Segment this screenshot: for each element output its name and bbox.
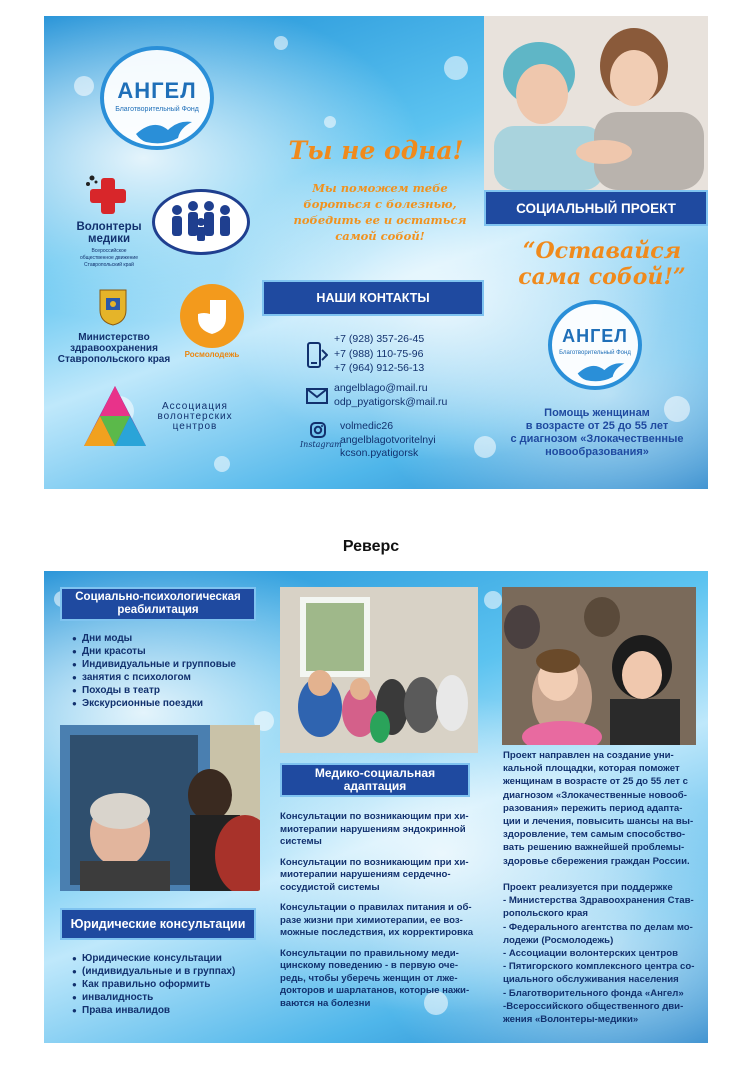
logo-subtitle: Благотворительный Фонд: [559, 350, 631, 356]
support-line: - Ассоциации волонтерских центров: [503, 948, 678, 960]
instagram-handle[interactable]: angelblagotvoritelnyi: [340, 434, 436, 446]
logo-name: АНГЕЛ: [562, 326, 628, 346]
triangle-mosaic-icon: [82, 384, 148, 448]
subtext-line: Мы поможем тебе: [312, 181, 448, 195]
group-meeting-illustration: [280, 587, 478, 753]
list-item: ● Дни моды: [72, 632, 262, 645]
support-line: лодежи (Росмолодежь): [503, 934, 614, 946]
legal-list: [72, 952, 262, 1017]
list-item: ● Походы в театр: [72, 684, 262, 697]
volunteers-sub-3: Ставропольский край: [84, 262, 134, 268]
dove-icon: [576, 358, 626, 384]
support-line: циального обслуживания населения: [503, 974, 679, 986]
list-item-continued: ● занятия с психологом: [72, 671, 262, 684]
support-line: - Пятигорского комплексного центра со-: [503, 961, 695, 973]
support-line: ропольского края: [503, 908, 588, 920]
list-item: ● Экскурсионные поездки: [72, 697, 262, 710]
medical-line: можные последствия, их корректировка: [280, 927, 474, 938]
medical-line: докторов и шарлатанов, которые нажи-: [280, 985, 470, 996]
medical-item: [280, 857, 480, 895]
phone-number[interactable]: +7 (964) 912-56-13: [334, 362, 425, 374]
medical-title-line: адаптация: [343, 779, 407, 793]
phone-number[interactable]: +7 (988) 110-75-96: [334, 348, 424, 360]
coat-of-arms-icon: [98, 288, 128, 326]
medical-line: миотерапии нарушениям эндокринной: [280, 823, 466, 835]
association-label: [140, 402, 250, 432]
support-subtext: [284, 180, 476, 244]
community-logo: [152, 189, 250, 255]
bokeh-light: [484, 591, 502, 609]
support-list: [503, 881, 699, 1026]
list-item: ● Дни красоты: [72, 645, 262, 658]
medical-line: системы: [280, 836, 322, 847]
help-line: Помощь женщинам: [544, 407, 650, 419]
bokeh-light: [74, 76, 94, 96]
subtext-line: самой собой!: [335, 229, 425, 243]
shield-icon: [180, 284, 244, 348]
medical-line: миотерапии нарушениям сердечно-: [280, 869, 451, 880]
project-line: кальной площадки, которая поможет: [503, 763, 680, 775]
medical-item: [280, 902, 480, 940]
phone-number[interactable]: +7 (928) 357-26-45: [334, 333, 425, 345]
association-line-3: центров: [172, 421, 218, 432]
volunteers-sub-1: Всероссийское: [91, 248, 127, 254]
medical-item: [280, 948, 480, 1011]
women-group-illustration: [502, 587, 696, 745]
subtext-line: бороться с болезнью,: [303, 197, 457, 211]
help-text: [492, 407, 702, 459]
support-line: жения «Волонтеры-медики»: [503, 1014, 639, 1026]
support-line: - Благотворительного фонда «Ангел»: [503, 987, 684, 999]
brochure-back: [44, 571, 708, 1043]
rehab-banner: [60, 587, 256, 621]
women-illustration: [484, 16, 708, 190]
project-line: здоровье сбережения граждан России.: [503, 855, 690, 867]
instagram-icon: [310, 422, 326, 438]
logo-subtitle: Благотворительный Фонд: [115, 106, 199, 113]
people-group-icon: [155, 192, 247, 252]
help-line: в возрасте от 25 до 55 лет: [525, 420, 669, 432]
medical-line: сосудистой системы: [280, 881, 380, 893]
volunteers-subtitle: [64, 248, 154, 269]
list-item: ● Юридические консультации: [72, 952, 262, 965]
project-line: Проект направлен на создание уни-: [503, 750, 674, 761]
ministry-line-2: здравоохранения: [70, 343, 158, 354]
social-project-banner: СОЦИАЛЬНЫЙ ПРОЕКТ: [484, 190, 708, 226]
project-line: диагнозом «Злокачественные новооб-: [503, 789, 687, 801]
project-line: здоровление, тем самым способство-: [503, 829, 686, 841]
email-address[interactable]: odp_pyatigorsk@mail.ru: [334, 396, 448, 408]
angel-fund-logo: [100, 46, 214, 150]
rosmolodezh-logo: [180, 284, 244, 348]
volunteers-name: Волонтеры медики: [76, 221, 142, 245]
subtext-line: победить ее и остаться: [293, 213, 467, 227]
list-item: ● Индивидуальные и групповые: [72, 658, 262, 671]
help-line: новообразования»: [545, 446, 649, 458]
bokeh-light: [444, 56, 468, 80]
reverse-heading: Реверс: [342, 538, 400, 555]
slogan-line: сама собой!”: [518, 264, 686, 290]
ministry-line-1: Министерство: [78, 332, 150, 343]
project-line: ции и лечения, повысить шансы на вы-: [503, 816, 694, 828]
instagram-handle[interactable]: kcson.pyatigorsk: [340, 447, 419, 459]
hairdresser-illustration: [60, 725, 260, 891]
list-item: ● Как правильно оформить: [72, 978, 262, 991]
slogan-line: “Оставайся: [522, 238, 682, 264]
association-line-2: волонтерских: [157, 411, 233, 422]
hairdresser-photo: [60, 725, 260, 891]
medical-line: цинскому поведению - в первую оче-: [280, 960, 459, 971]
brochure-front: [44, 16, 708, 489]
bokeh-light: [324, 116, 336, 128]
medical-title-line: Медико-социальная: [314, 766, 436, 780]
angel-fund-logo-small: [548, 300, 642, 390]
medical-line: редь, чтобы уберечь женщин от лже-: [280, 972, 458, 984]
contacts-banner: НАШИ КОНТАКТЫ: [262, 280, 484, 316]
medical-list: [280, 811, 480, 1010]
help-line: с диагнозом «Злокачественные: [510, 433, 684, 445]
ministry-label: [54, 332, 174, 365]
support-line: Проект реализуется при поддержке: [503, 882, 673, 893]
mail-icon: [306, 388, 328, 404]
red-cross-icon: [84, 174, 132, 218]
list-item-continued: ● (индивидуальные и в группах): [72, 965, 262, 978]
project-line: вать решению важнейшей проблемы-: [503, 842, 685, 854]
women-group-photo: [502, 587, 696, 745]
medical-line: ваются на болезни: [280, 997, 371, 1009]
bokeh-light: [214, 456, 230, 472]
medical-item: [280, 811, 480, 849]
instagram-handle[interactable]: volmedic26: [340, 420, 394, 432]
medical-line: разе жизни при химиотерапии, ее воз-: [280, 914, 463, 926]
instagram-label: Instagram: [300, 440, 342, 449]
headline: Ты не одна!: [288, 136, 464, 165]
slogan: [502, 238, 702, 290]
group-meeting-photo: [280, 587, 478, 753]
rosmolodezh-label: Росмолодежь: [184, 350, 240, 359]
medical-line: Консультации по возникающим при хи-: [280, 811, 469, 822]
phone-icon: [306, 342, 328, 368]
rehab-title-line: Социально-психологическая: [75, 591, 241, 603]
project-description: [503, 749, 699, 868]
rehab-title-line: реабилитация: [117, 604, 199, 616]
bokeh-light: [274, 36, 288, 50]
support-line: - Министерства Здравоохранения Став-: [503, 895, 694, 907]
support-line: - Федерального агентства по делам мо-: [503, 921, 693, 933]
list-item: ● Права инвалидов: [72, 1004, 262, 1017]
association-line-1: Ассоциация: [162, 401, 228, 412]
medical-line: Консультации по правильному меди-: [280, 947, 459, 959]
support-line: -Всероссийского общественного дви-: [503, 1000, 684, 1012]
medical-line: Консультации по возникающим при хи-: [280, 856, 469, 868]
project-line: женщинам в возрасте от 25 до 55 лет с: [503, 776, 688, 788]
medical-line: Консультации о правилах питания и об-: [280, 902, 472, 913]
medical-banner: [280, 763, 470, 797]
list-item-continued: ● инвалидность: [72, 991, 262, 1004]
email-address[interactable]: angelblago@mail.ru: [334, 382, 428, 394]
logo-name: АНГЕЛ: [117, 78, 197, 103]
volunteers-sub-2: общественное движение: [80, 255, 138, 261]
rehab-list: [72, 632, 262, 710]
dove-icon: [134, 116, 194, 146]
ministry-line-3: Ставропольского края: [57, 354, 171, 365]
project-line: разования» пережить период адапта-: [503, 802, 683, 814]
legal-banner: Юридические консультации: [60, 908, 256, 940]
women-photo: [484, 16, 708, 190]
